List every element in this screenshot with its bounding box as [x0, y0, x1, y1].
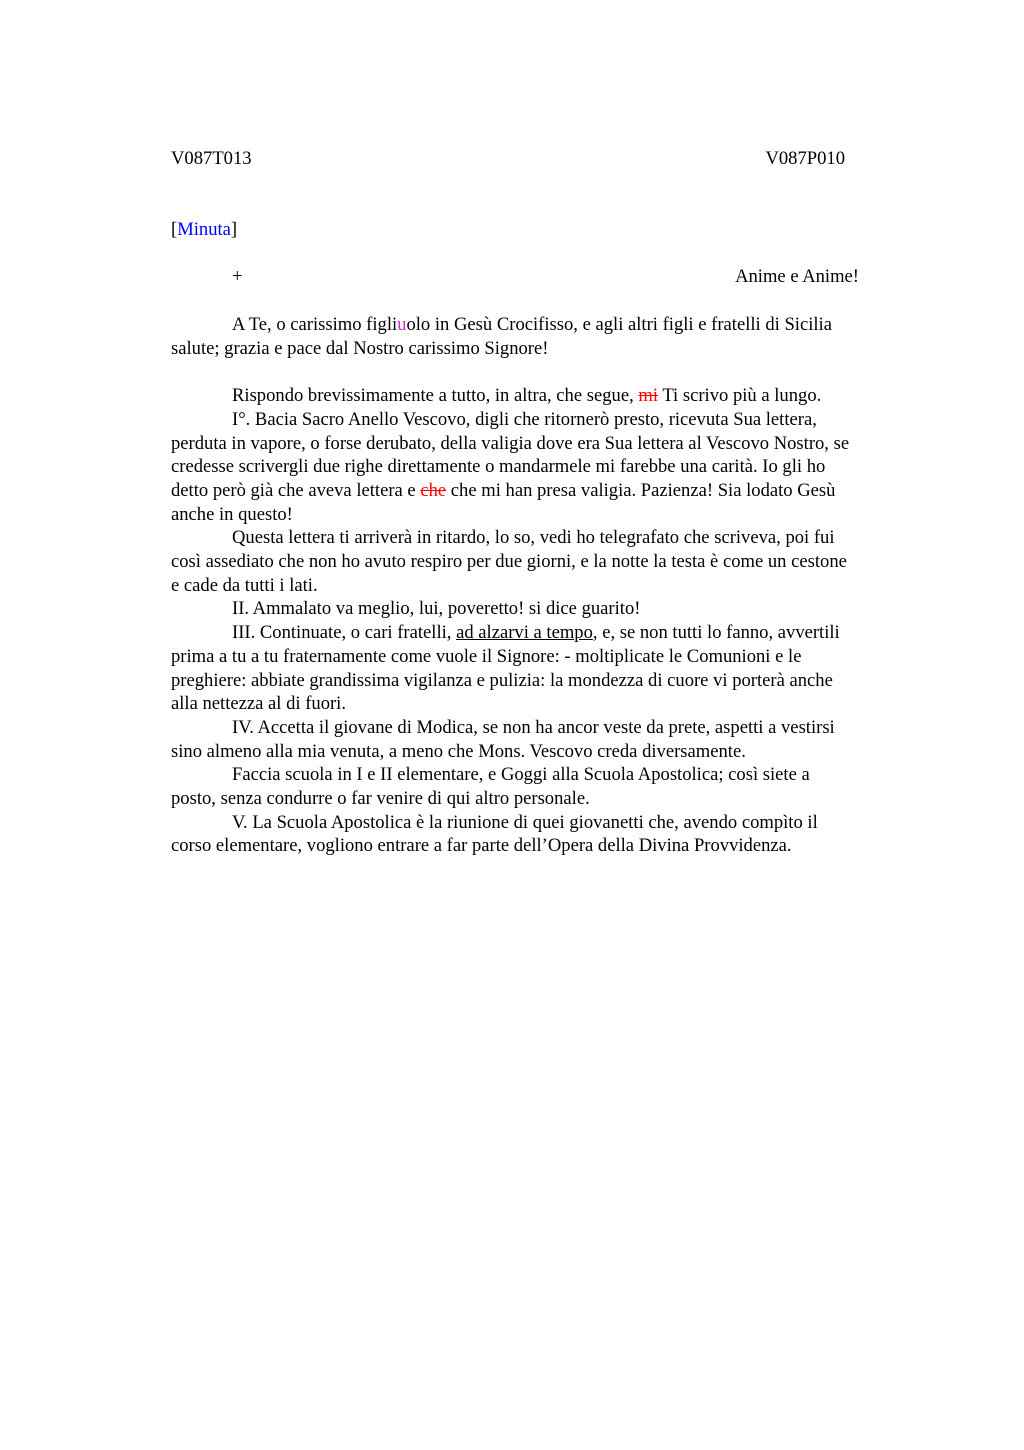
text-segment: preghiere: abbiate grandissima vigilanza e pulizia: la mondezza di cuore vi porterà anche [171, 669, 833, 691]
close-bracket: ] [230, 219, 238, 240]
text-segment: olo in Gesù Crocifisso, e agli altri figli e fratelli di Sicilia [406, 314, 832, 335]
document-header [171, 147, 845, 171]
text-segment: Ti scrivo più a lungo. [658, 385, 822, 407]
text-segment: sino almeno alla mia venuta, a meno che Mons. Vescovo creda diversamente. [171, 740, 746, 762]
underlined-text: ad alzarvi a tempo [456, 622, 593, 644]
cross-symbol: + [232, 266, 243, 287]
inserted-letter: u [397, 314, 407, 335]
text-segment: II. Ammalato va meglio, lui, poveretto! si dice guarito! [232, 598, 641, 620]
text-segment: IV. Accetta il giovane di Modica, se non ha ancor veste da prete, aspetti a vestirsi [232, 716, 835, 738]
open-bracket: [ [171, 219, 178, 240]
text-segment: A Te, o carissimo figli [232, 314, 398, 335]
text-segment: V. La Scuola Apostolica è la riunione di quei giovanetti che, avendo compìto il [232, 811, 818, 833]
text-segment: III. Continuate, o cari fratelli, [232, 622, 457, 644]
paragraph [171, 597, 941, 621]
minuta-text: Minuta [177, 219, 231, 240]
text-segment: perduta in vapore, o forse derubato, della valigia dove era Sua lettera al Vescovo Nostro, se [171, 432, 850, 454]
paragraph [171, 313, 941, 360]
letter-heading [171, 265, 859, 289]
text-segment: credesse scrivergli due righe direttamente o mandarmele mi farebbe una carità. Io gli ho [171, 456, 826, 478]
text-segment: e cade da tutti i lati. [171, 574, 318, 596]
paragraph [171, 811, 941, 858]
text-segment: detto però già che aveva lettera e [171, 479, 421, 501]
paragraph [171, 408, 941, 527]
text-segment: prima a tu a tu fraternamente come vuole il Signore: - moltiplicate le Comunioni e le [171, 645, 802, 667]
text-segment: che mi han presa valigia. Pazienza! Sia lodato Gesù [446, 479, 836, 501]
text-segment: I°. Bacia Sacro Anello Vescovo, digli che ritornerò presto, ricevuta Sua lettera, [232, 408, 817, 430]
text-segment: posto, senza condurre o far venire di qui altro personale. [171, 788, 590, 810]
document-code-left: V087T013 [171, 148, 252, 169]
deleted-word: mi [638, 385, 659, 407]
text-segment: corso elementare, vogliono entrare a far parte dell’Opera della Divina Provvidenza. [171, 835, 792, 857]
text-segment: così assediato che non ho avuto respiro per due giorni, e la notte la testa è come un cestone [171, 551, 847, 573]
document-code-right: V087P010 [765, 148, 845, 169]
paragraph [171, 621, 941, 716]
text-segment: , e, se non tutti lo fanno, avvertili [592, 622, 840, 644]
motto: Anime e Anime! [735, 266, 859, 287]
deleted-word: che [420, 479, 447, 501]
text-segment: Faccia scuola in I e II elementare, e Goggi alla Scuola Apostolica; così siete a [232, 764, 810, 786]
text-segment: anche in questo! [171, 503, 293, 525]
text-segment: salute; grazia e pace dal Nostro carissimo Signore! [171, 337, 549, 359]
text-segment: alla nettezza al di fuori. [171, 693, 346, 715]
text-segment: Rispondo brevissimamente a tutto, in altra, che segue, [232, 385, 639, 407]
paragraph [171, 384, 941, 408]
text-segment: Questa lettera ti arriverà in ritardo, lo so, vedi ho telegrafato che scriveva, poi fui [232, 527, 835, 549]
paragraph [171, 716, 941, 763]
paragraph [171, 763, 941, 810]
letter-body [171, 313, 941, 858]
paragraph [171, 526, 941, 597]
minuta-label [171, 218, 237, 242]
